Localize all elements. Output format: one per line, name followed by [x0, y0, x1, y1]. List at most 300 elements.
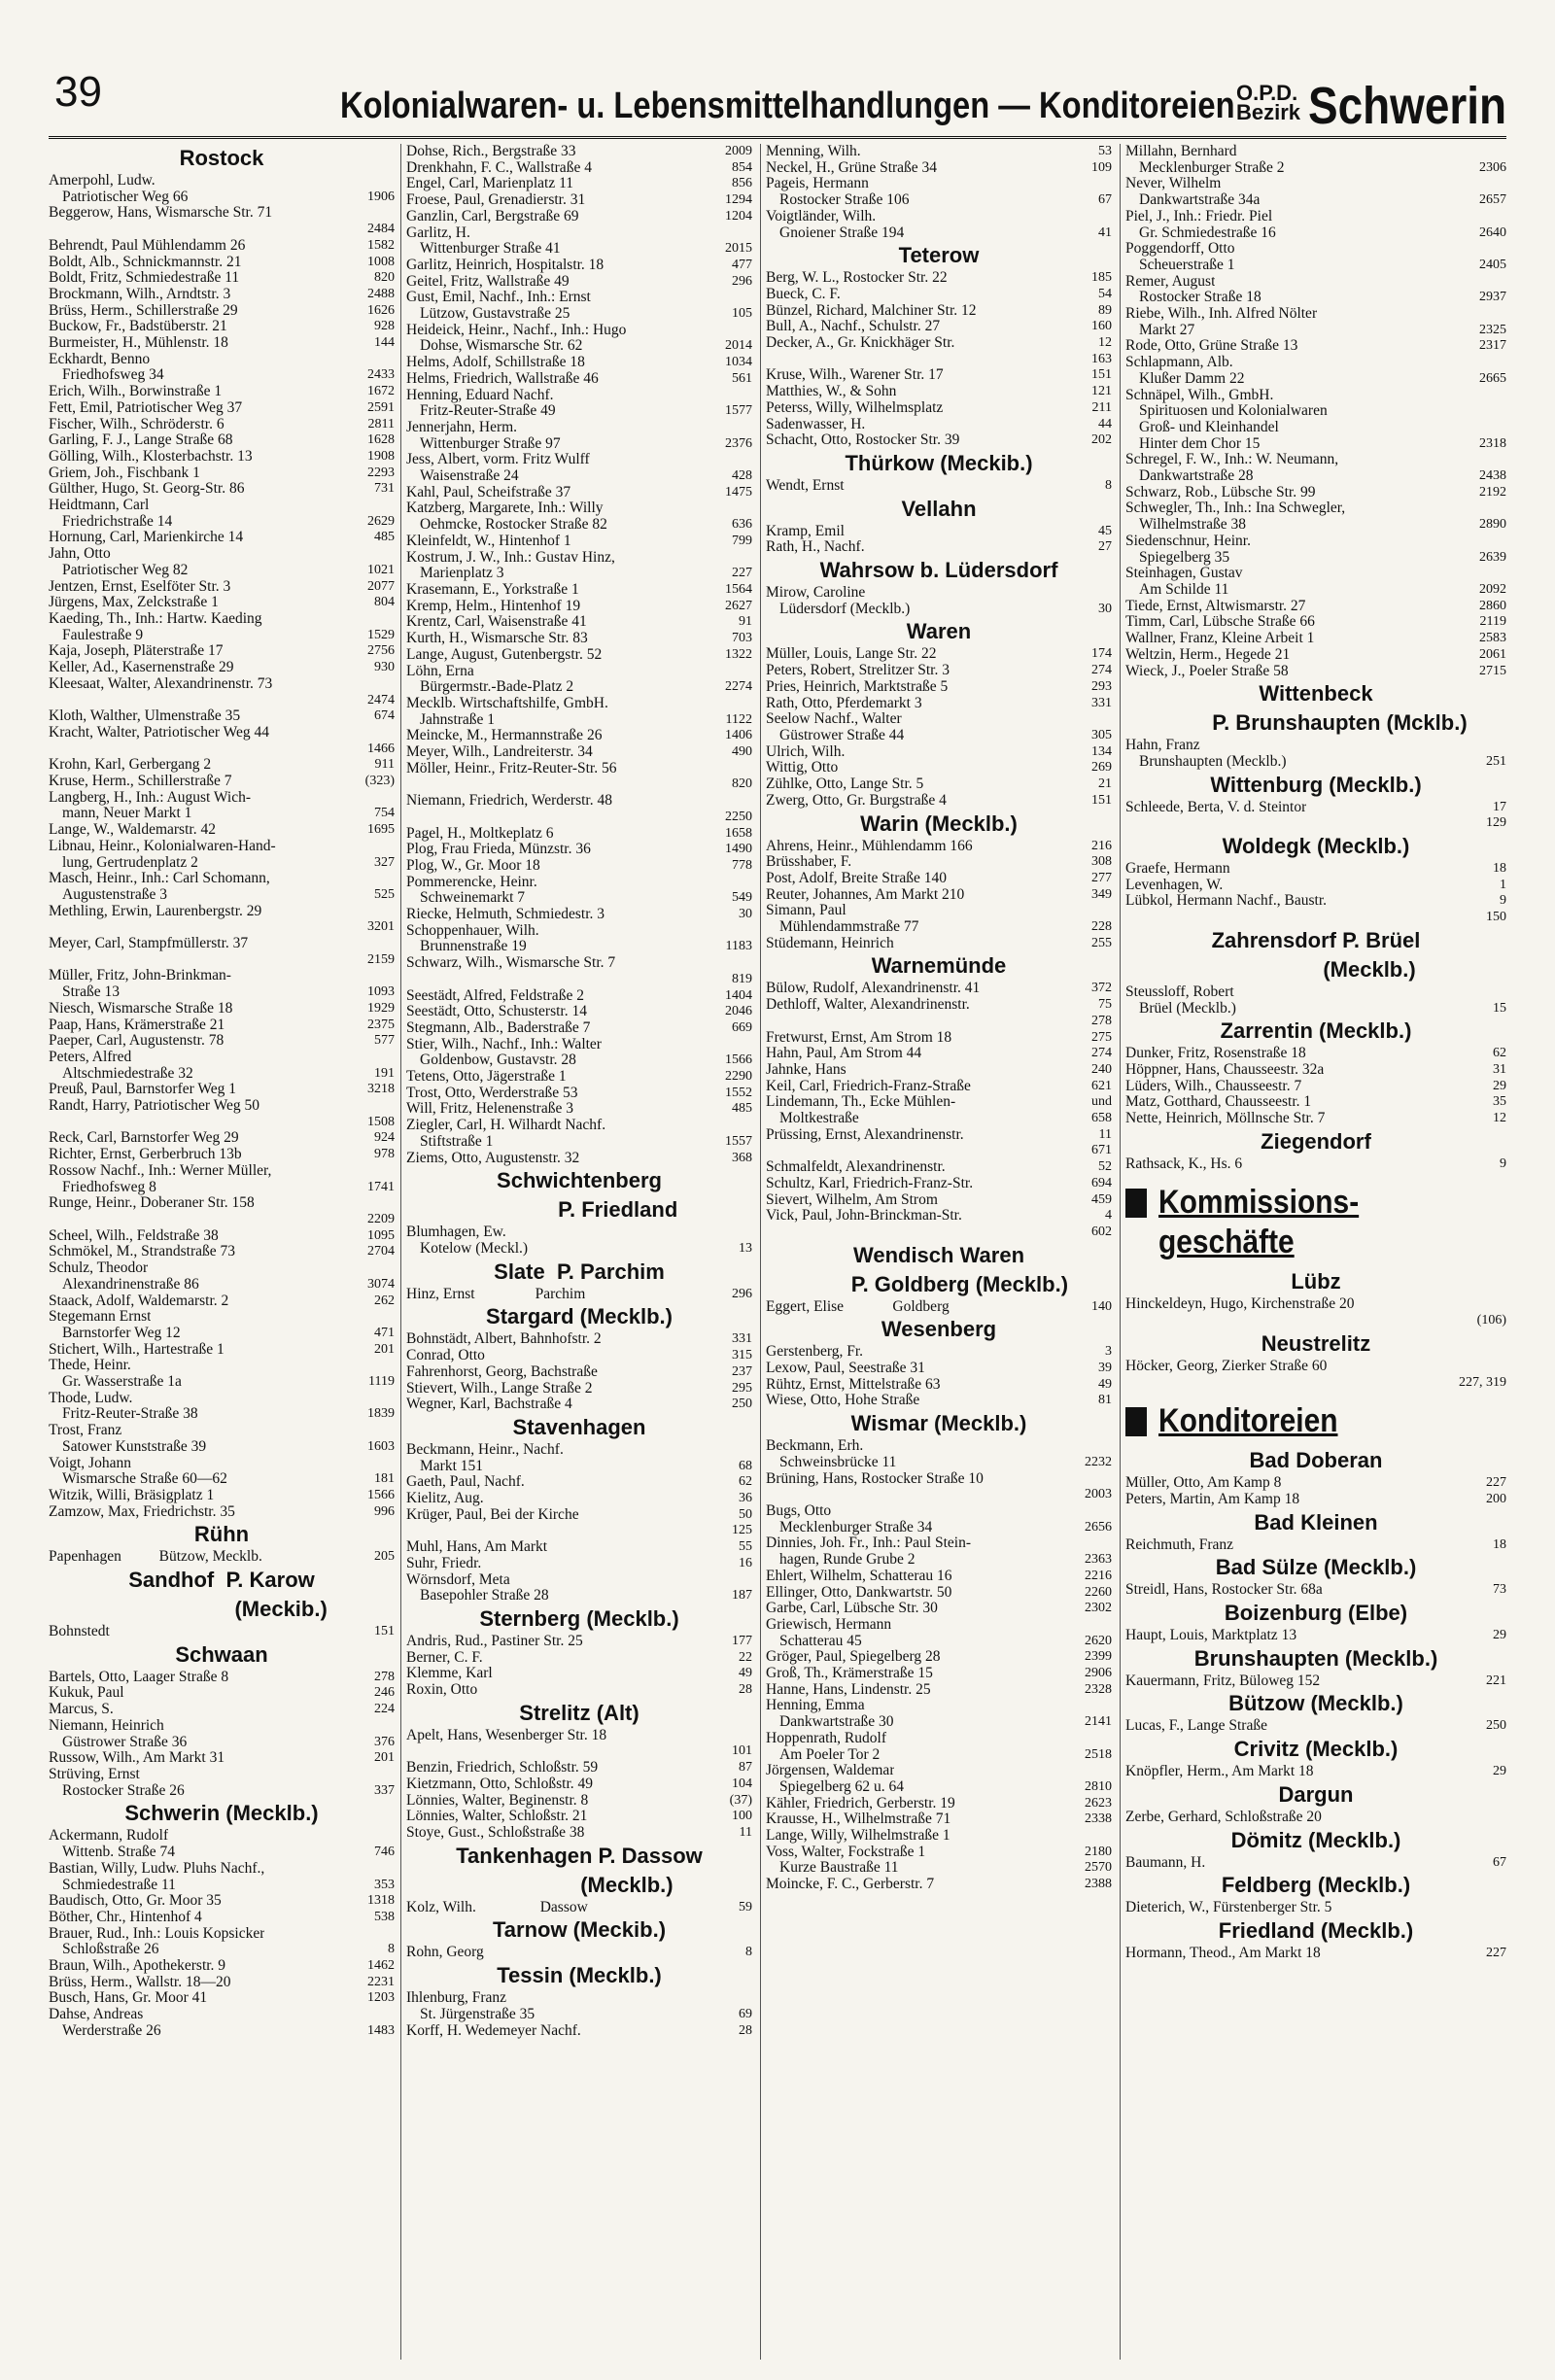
list-item	[406, 1052, 752, 1069]
entry-text: Preuß, Paul, Barnstorfer Weg 1	[49, 1082, 237, 1098]
phone-number: 251	[1486, 753, 1506, 769]
list-item	[1125, 1582, 1506, 1599]
phone-number: 1204	[725, 208, 752, 224]
place-heading: Zarrentin (Mecklb.)	[1220, 1018, 1412, 1044]
entry-text: Haupt, Louis, Marktplatz 13	[1125, 1628, 1297, 1644]
place-heading: Bad Sülze (Mecklb.)	[1215, 1555, 1417, 1580]
place-heading: Tankenhagen P. Dassow	[456, 1843, 703, 1868]
phone-number: 2260	[1085, 1584, 1112, 1600]
entry-text: Streidl, Hans, Rostocker Str. 68a	[1125, 1582, 1323, 1599]
list-item	[1125, 550, 1506, 567]
place-heading: Sandhof P. Karow	[128, 1568, 315, 1593]
place-heading: Wesenberg	[881, 1317, 997, 1342]
list-item	[406, 566, 752, 582]
entry-text: Gnoiener Straße 194	[779, 224, 905, 241]
phone-number: 205	[374, 1549, 395, 1565]
list-item	[766, 270, 1112, 287]
list-item	[766, 1208, 1112, 1224]
list-item	[766, 696, 1112, 712]
phone-number: 2715	[1479, 663, 1506, 678]
entry-text: Basepohler Straße 28	[420, 1588, 549, 1604]
place-heading: Schwichtenberg	[497, 1168, 662, 1193]
phone-number: 2192	[1479, 484, 1506, 500]
list-item	[406, 810, 752, 826]
phone-number: 674	[374, 708, 395, 724]
phone-number: 2623	[1085, 1795, 1112, 1811]
entry-text: Berner, C. F.	[406, 1649, 483, 1666]
entry-text: Schwarz, Wilh., Wismarsche Str. 7	[406, 955, 616, 972]
list-item	[49, 1910, 395, 1926]
entry-text: Spiegelberg 62 u. 64	[779, 1778, 905, 1795]
phone-number: 278	[374, 1669, 395, 1684]
list-item	[49, 693, 395, 709]
phone-number: 227	[732, 566, 752, 581]
phone-number: 181	[374, 1471, 395, 1487]
list-item	[766, 1535, 1112, 1552]
list-item	[49, 1439, 395, 1456]
list-item	[49, 303, 395, 320]
list-item	[406, 664, 752, 680]
phone-number: 163	[1091, 351, 1112, 366]
list-item	[1125, 614, 1506, 631]
place-heading: Lübz	[1291, 1269, 1341, 1294]
entry-text: Schleede, Berta, V. d. Steintor	[1125, 799, 1307, 815]
phone-number: 331	[1091, 695, 1112, 710]
entry-text: Simann, Paul	[766, 903, 847, 919]
phone-number: 2209	[367, 1212, 395, 1226]
column-2	[406, 144, 752, 2360]
phone-number: 2077	[367, 578, 395, 594]
place-heading: Warin (Mecklb.)	[860, 811, 1018, 836]
entry-text: Decker, A., Gr. Knickhäger Str.	[766, 335, 955, 352]
phone-number: 9	[1500, 1156, 1506, 1171]
list-item	[406, 1459, 752, 1475]
list-item	[766, 728, 1112, 744]
list-item	[1125, 241, 1506, 258]
entry-text: Pries, Heinrich, Marktstraße 5	[766, 678, 949, 695]
entry-text: Kielitz, Aug.	[406, 1491, 484, 1507]
list-item	[1125, 534, 1506, 550]
phone-number: 549	[732, 890, 752, 906]
entry-text: Russow, Wilh., Am Markt 31	[49, 1750, 225, 1767]
phone-number: 820	[732, 776, 752, 792]
entry-text: Amerpohl, Ludw.	[49, 173, 156, 189]
entry-text: Schnäpel, Wilh., GmbH.	[1125, 387, 1274, 403]
phone-number: 191	[374, 1065, 395, 1081]
list-item	[49, 1549, 395, 1566]
list-item	[406, 258, 752, 274]
phone-number: 2591	[367, 399, 395, 415]
phone-number: 174	[1091, 646, 1112, 662]
entry-text: Burmeister, H., Mühlenstr. 18	[49, 335, 228, 352]
entry-text: Dahse, Andreas	[49, 2007, 144, 2023]
entry-text: Bürgermstr.-Bade-Platz 2	[420, 679, 574, 696]
list-item	[49, 1374, 395, 1391]
list-item	[766, 432, 1112, 449]
entry-text: Brüsshaber, F.	[766, 854, 852, 871]
entry-text: Böther, Chr., Hintenhof 4	[49, 1909, 202, 1925]
entry-text: Rostocker Straße 26	[62, 1782, 185, 1799]
list-item	[406, 241, 752, 258]
list-item	[49, 1098, 395, 1115]
list-item	[406, 1069, 752, 1086]
list-item	[49, 871, 395, 887]
list-item	[766, 1796, 1112, 1812]
list-item	[49, 287, 395, 303]
entry-text: Seestädt, Otto, Schusterstr. 14	[406, 1004, 587, 1020]
section-heading	[1125, 1224, 1506, 1261]
place-heading: Wittenbeck	[1259, 681, 1373, 707]
list-item	[49, 1750, 395, 1767]
list-item	[49, 1783, 395, 1800]
list-item	[49, 708, 395, 725]
phone-number: 2293	[367, 465, 395, 480]
phone-number: 67	[1098, 192, 1112, 208]
place-heading: Warnemünde	[871, 953, 1007, 979]
phone-number: 262	[374, 1293, 395, 1308]
entry-text: Reichmuth, Franz	[1125, 1536, 1234, 1553]
entry-text: Hahn, Paul, Am Strom 44	[766, 1046, 922, 1062]
list-item	[406, 939, 752, 955]
phone-number: 250	[1486, 1718, 1506, 1734]
entry-text: Garlitz, H.	[406, 224, 470, 241]
entry-text: Bastian, Willy, Ludw. Pluhs Nachf.,	[49, 1860, 265, 1877]
entry-text: Froese, Paul, Grenadierstr. 31	[406, 192, 586, 209]
entry-text: Niemann, Heinrich	[49, 1717, 164, 1734]
entry-text: Ihlenburg, Franz	[406, 1990, 507, 2007]
list-item	[406, 923, 752, 940]
place-heading: Friedland (Mecklb.)	[1218, 1918, 1414, 1943]
phone-number: 2046	[725, 1004, 752, 1019]
list-item	[49, 904, 395, 920]
phone-number: 2250	[725, 809, 752, 824]
list-item	[406, 274, 752, 291]
entry-text: Gerstenberg, Fr.	[766, 1344, 864, 1361]
phone-number: 104	[732, 1776, 752, 1791]
list-item	[49, 205, 395, 222]
opd-label	[1236, 81, 1301, 124]
list-item	[766, 1569, 1112, 1585]
phone-number: 295	[732, 1380, 752, 1396]
entry-text: Buckow, Fr., Badstüberstr. 21	[49, 319, 227, 335]
entry-text: Hanne, Hans, Lindenstr. 25	[766, 1681, 931, 1698]
entry-text: Schoppenhauer, Wilh.	[406, 922, 539, 939]
entry-text: Blumhagen, Ew.	[406, 1224, 506, 1241]
list-item	[406, 1151, 752, 1167]
entry-text: Helms, Friedrich, Wallstraße 46	[406, 370, 599, 387]
phone-number: 1628	[367, 432, 395, 448]
list-item	[406, 1348, 752, 1364]
list-item	[1125, 176, 1506, 192]
list-item	[766, 585, 1112, 602]
list-item	[406, 696, 752, 712]
list-item	[1125, 388, 1506, 404]
phone-number: 3	[1105, 1344, 1112, 1360]
phone-number: 1603	[367, 1438, 395, 1454]
list-item	[766, 287, 1112, 303]
phone-number: 237	[732, 1363, 752, 1379]
phone-number: 1122	[725, 711, 752, 727]
entry-text: Mecklenburger Straße 34	[779, 1519, 933, 1535]
list-item	[406, 647, 752, 664]
entry-text: Voigt, Johann	[49, 1455, 131, 1471]
phone-number: 778	[732, 857, 752, 873]
list-item	[766, 478, 1112, 495]
list-item	[1125, 1475, 1506, 1492]
entry-text: Dinnies, Joh. Fr., Inh.: Paul Stein-	[766, 1535, 971, 1552]
entry-text: Dankwartstraße 28	[1139, 468, 1254, 485]
phone-number: 3218	[367, 1082, 395, 1097]
phone-number: 2216	[1085, 1568, 1112, 1583]
list-item	[406, 1118, 752, 1134]
entry-text: Helms, Adolf, Schillstraße 18	[406, 355, 585, 371]
entry-text: Andris, Rud., Pastiner Str. 25	[406, 1633, 583, 1649]
entry-text: Steinhagen, Gustav	[1125, 566, 1243, 582]
place-heading: Stargard (Mecklb.)	[486, 1304, 673, 1329]
entry-text: Krohn, Karl, Gerbergang 2	[49, 757, 212, 774]
list-item	[49, 1735, 395, 1751]
phone-number: 30	[739, 907, 752, 922]
entry-text: Friedhofsweg 34	[62, 367, 164, 384]
entry-text: Müller, Louis, Lange Str. 22	[766, 646, 937, 663]
entry-text: Lange, Willy, Wilhelmstraße 1	[766, 1828, 950, 1845]
list-item	[766, 1682, 1112, 1699]
phone-number: 2756	[367, 643, 395, 659]
entry-text: Staack, Adolf, Waldemarstr. 2	[49, 1293, 229, 1309]
entry-text: Stievert, Wilh., Lange Straße 2	[406, 1380, 593, 1397]
entry-text: Wörnsdorf, Meta	[406, 1571, 510, 1588]
list-item	[1125, 893, 1506, 910]
phone-number: 224	[374, 1702, 395, 1717]
phone-number: 1741	[367, 1179, 395, 1194]
phone-number: 53	[1098, 144, 1112, 158]
list-item	[49, 1767, 395, 1783]
phone-number: 1318	[367, 1893, 395, 1909]
list-item	[406, 1134, 752, 1151]
phone-number: 202	[1091, 432, 1112, 448]
entry-text: Jahn, Otto	[49, 546, 111, 563]
directory-columns	[49, 144, 1506, 2360]
list-item	[49, 238, 395, 255]
entry-text: Korff, H. Wedemeyer Nachf.	[406, 2022, 581, 2039]
phone-number: 911	[374, 757, 395, 773]
entry-text: Kaja, Joseph, Pläterstraße 17	[49, 643, 224, 660]
list-item	[1125, 436, 1506, 453]
list-item	[406, 1224, 752, 1241]
phone-number: 151	[1091, 792, 1112, 808]
phone-number: und	[1091, 1094, 1112, 1110]
list-item	[49, 367, 395, 384]
entry-text: Ziegler, Carl, H. Wilhardt Nachf.	[406, 1118, 606, 1134]
phone-number: 731	[374, 481, 395, 497]
entry-text: Erich, Wilh., Borwinstraße 1	[49, 384, 223, 400]
entry-text: Kramp, Emil	[766, 523, 845, 539]
list-item	[766, 919, 1112, 936]
column-1	[49, 144, 395, 2360]
phone-number: 2639	[1479, 549, 1506, 565]
entry-text: Sadenwasser, H.	[766, 416, 866, 432]
phone-number: 1119	[368, 1374, 395, 1390]
phone-number: (106)	[1476, 1313, 1506, 1328]
entry-text: Hahn, Franz	[1125, 738, 1200, 754]
entry-text: Rühtz, Ernst, Mittelstraße 63	[766, 1376, 941, 1393]
list-item	[49, 822, 395, 839]
phone-number: 1672	[367, 384, 395, 399]
phone-number: 820	[374, 270, 395, 286]
entry-text: Geitel, Fritz, Wallstraße 49	[406, 273, 570, 290]
entry-text: Spiegelberg 35	[1139, 549, 1230, 566]
list-item	[766, 1877, 1112, 1893]
list-item	[49, 1277, 395, 1293]
column-divider	[1120, 144, 1121, 2360]
phone-number: 4	[1105, 1208, 1112, 1224]
list-item	[49, 514, 395, 531]
list-item	[49, 1358, 395, 1374]
phone-number: 2274	[725, 679, 752, 695]
phone-number: 1203	[367, 1990, 395, 2006]
entry-text: Beckmann, Heinr., Nachf.	[406, 1441, 564, 1458]
list-item	[766, 711, 1112, 728]
list-item	[766, 1224, 1112, 1241]
list-item	[766, 1698, 1112, 1714]
list-item	[766, 1714, 1112, 1731]
list-item	[49, 2007, 395, 2023]
list-item	[1125, 403, 1506, 420]
list-item	[1125, 599, 1506, 615]
section-marker-icon	[1125, 1407, 1147, 1436]
entry-text: Paap, Hans, Krämerstraße 21	[49, 1017, 225, 1033]
list-item	[49, 2023, 395, 2040]
list-item	[766, 1438, 1112, 1455]
entry-text: Jahnstraße 1	[420, 711, 496, 728]
list-item	[49, 319, 395, 335]
section-heading-label: Kommissions-	[1158, 1184, 1360, 1222]
phone-number: 216	[1091, 838, 1112, 853]
entry-text: Lange, W., Waldemarstr. 42	[49, 822, 216, 839]
list-item	[406, 1666, 752, 1682]
phone-number: 31	[1493, 1061, 1506, 1077]
phone-number: 52	[1098, 1159, 1112, 1175]
list-item	[766, 539, 1112, 556]
list-item	[406, 388, 752, 404]
entry-text: Remer, August	[1125, 273, 1216, 290]
phone-number: 1695	[367, 822, 395, 838]
entry-text: Ehlert, Wilhelm, Schatterau 16	[766, 1568, 952, 1584]
list-item	[406, 1523, 752, 1539]
entry-text: Rathsack, K., Hs. 6	[1125, 1156, 1243, 1172]
entry-text: Rostocker Straße 106	[779, 192, 910, 209]
phone-number: 2009	[725, 144, 752, 158]
list-item	[1125, 468, 1506, 485]
list-item	[49, 498, 395, 514]
list-item	[766, 524, 1112, 540]
list-item	[406, 1743, 752, 1760]
list-item	[766, 1159, 1112, 1176]
phone-number: 3201	[367, 919, 395, 935]
list-item	[406, 290, 752, 306]
list-item	[406, 582, 752, 599]
list-item	[406, 338, 752, 355]
entry-text: Markt 151	[420, 1458, 484, 1474]
entry-text: Papenhagen Bützow, Mecklb.	[49, 1549, 262, 1566]
list-item	[49, 1718, 395, 1735]
list-item	[1125, 1313, 1506, 1329]
list-item	[1125, 1062, 1506, 1079]
phone-number: 8	[745, 1945, 752, 1960]
list-item	[49, 1391, 395, 1407]
list-item	[49, 968, 395, 984]
list-item	[49, 790, 395, 807]
list-item	[49, 1990, 395, 2007]
column-3	[766, 144, 1112, 2360]
entry-text: Voigtländer, Wilh.	[766, 208, 877, 224]
list-item	[766, 744, 1112, 761]
phone-number: 376	[374, 1734, 395, 1749]
phone-number: 353	[374, 1877, 395, 1892]
entry-text: Wittenburger Straße 41	[420, 241, 561, 258]
place-heading: Tarnow (Meckib.)	[492, 1917, 667, 1943]
phone-number: 49	[739, 1666, 752, 1681]
phone-number: 250	[732, 1397, 752, 1412]
phone-number: 87	[739, 1760, 752, 1776]
list-item	[766, 1666, 1112, 1682]
list-item	[1125, 485, 1506, 501]
phone-number: 1906	[367, 189, 395, 204]
list-item	[766, 1030, 1112, 1047]
phone-number: 211	[1091, 399, 1112, 415]
phone-number: 62	[1493, 1046, 1506, 1061]
phone-number: 1508	[367, 1114, 395, 1129]
place-heading: Wismar (Mecklb.)	[850, 1411, 1027, 1436]
entry-text: Lüdersdorf (Mecklb.)	[779, 601, 911, 617]
list-item	[406, 1101, 752, 1118]
phone-number: 669	[732, 1019, 752, 1035]
entry-text: Pommerencke, Heinr.	[406, 874, 537, 890]
entry-text: Lönnies, Walter, Beginenstr. 8	[406, 1792, 589, 1809]
entry-text: Lucas, F., Lange Straße	[1125, 1718, 1267, 1735]
phone-number: 2015	[725, 241, 752, 257]
phone-number: 1093	[367, 984, 395, 1000]
phone-number: 129	[1486, 815, 1506, 831]
phone-number: 246	[374, 1685, 395, 1701]
list-item	[49, 1309, 395, 1326]
entry-text: Brüel (Mecklb.)	[1139, 1000, 1236, 1017]
list-item	[1125, 910, 1506, 926]
entry-text: Höppner, Hans, Chausseestr. 32a	[1125, 1061, 1325, 1078]
list-item	[49, 1702, 395, 1718]
phone-number: 1406	[725, 728, 752, 743]
place-heading: Wittenburg (Mecklb.)	[1210, 772, 1422, 797]
list-item	[1125, 1001, 1506, 1018]
phone-number: 227	[1486, 1475, 1506, 1491]
phone-number: 2375	[367, 1017, 395, 1032]
entry-text: Prüssing, Ernst, Alexandrinenstr.	[766, 1126, 964, 1143]
list-item	[406, 1809, 752, 1825]
section-marker-icon	[1125, 1189, 1147, 1218]
entry-text: Lübkol, Hermann Nachf., Baustr.	[1125, 893, 1328, 910]
place-heading: Wahrsow b. Lüdersdorf	[819, 558, 1058, 583]
list-item	[49, 432, 395, 449]
phone-number: 2003	[1085, 1487, 1112, 1502]
list-item	[49, 1958, 395, 1975]
list-item	[1125, 664, 1506, 680]
entry-text: Klemme, Karl	[406, 1666, 493, 1682]
phone-number: 349	[1091, 886, 1112, 902]
place-heading: P. Friedland	[480, 1197, 678, 1223]
phone-number: 91	[739, 614, 752, 630]
place-heading: Feldberg (Mecklb.)	[1221, 1873, 1411, 1898]
entry-text: Kloth, Walther, Ulmenstraße 35	[49, 708, 241, 725]
